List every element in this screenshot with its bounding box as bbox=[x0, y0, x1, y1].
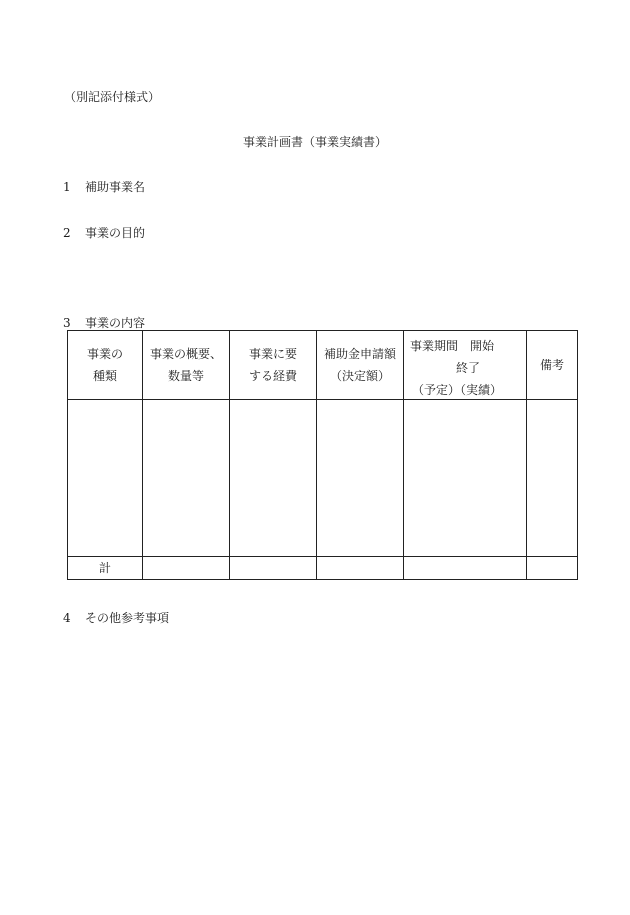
section-label: 事業の目的 bbox=[85, 226, 146, 240]
table-cell[interactable] bbox=[143, 400, 230, 557]
table-total-row bbox=[68, 557, 578, 580]
table-cell[interactable] bbox=[317, 400, 404, 557]
table-cell[interactable] bbox=[230, 557, 317, 580]
header-project-period: 事業期間 開始 終了 （予定）（実績） bbox=[404, 331, 527, 400]
section-3-heading bbox=[63, 314, 145, 331]
table-cell[interactable] bbox=[143, 557, 230, 580]
section-1-heading bbox=[63, 178, 145, 195]
table-cell[interactable] bbox=[230, 400, 317, 557]
form-label: （別記添付様式） bbox=[64, 90, 161, 104]
section-number: 3 bbox=[63, 316, 71, 330]
section-4-heading bbox=[63, 609, 169, 626]
header-project-type: 事業の 種類 bbox=[68, 331, 143, 400]
section-number: 4 bbox=[63, 611, 71, 625]
header-subsidy-amount: 補助金申請額 （決定額） bbox=[317, 331, 404, 400]
table-cell[interactable] bbox=[527, 400, 578, 557]
section-number: 2 bbox=[63, 226, 71, 240]
header-project-overview: 事業の概要、 数量等 bbox=[143, 331, 230, 400]
table-header-row bbox=[68, 331, 578, 400]
project-contents-table bbox=[67, 330, 578, 580]
table-cell[interactable] bbox=[317, 557, 404, 580]
table-cell[interactable] bbox=[404, 557, 527, 580]
section-2-heading bbox=[63, 224, 145, 241]
total-label: 計 bbox=[68, 557, 143, 580]
table-body-row bbox=[68, 400, 578, 557]
table-cell[interactable] bbox=[404, 400, 527, 557]
section-number: 1 bbox=[63, 180, 71, 194]
section-label: 事業の内容 bbox=[85, 316, 146, 330]
table-cell[interactable] bbox=[68, 400, 143, 557]
section-label: 補助事業名 bbox=[85, 180, 146, 194]
document-title: 事業計画書（事業実績書） bbox=[242, 135, 387, 149]
header-remarks: 備考 bbox=[527, 331, 578, 400]
section-label: その他参考事項 bbox=[85, 611, 170, 625]
table-cell[interactable] bbox=[527, 557, 578, 580]
header-required-expenses: 事業に要 する経費 bbox=[230, 331, 317, 400]
